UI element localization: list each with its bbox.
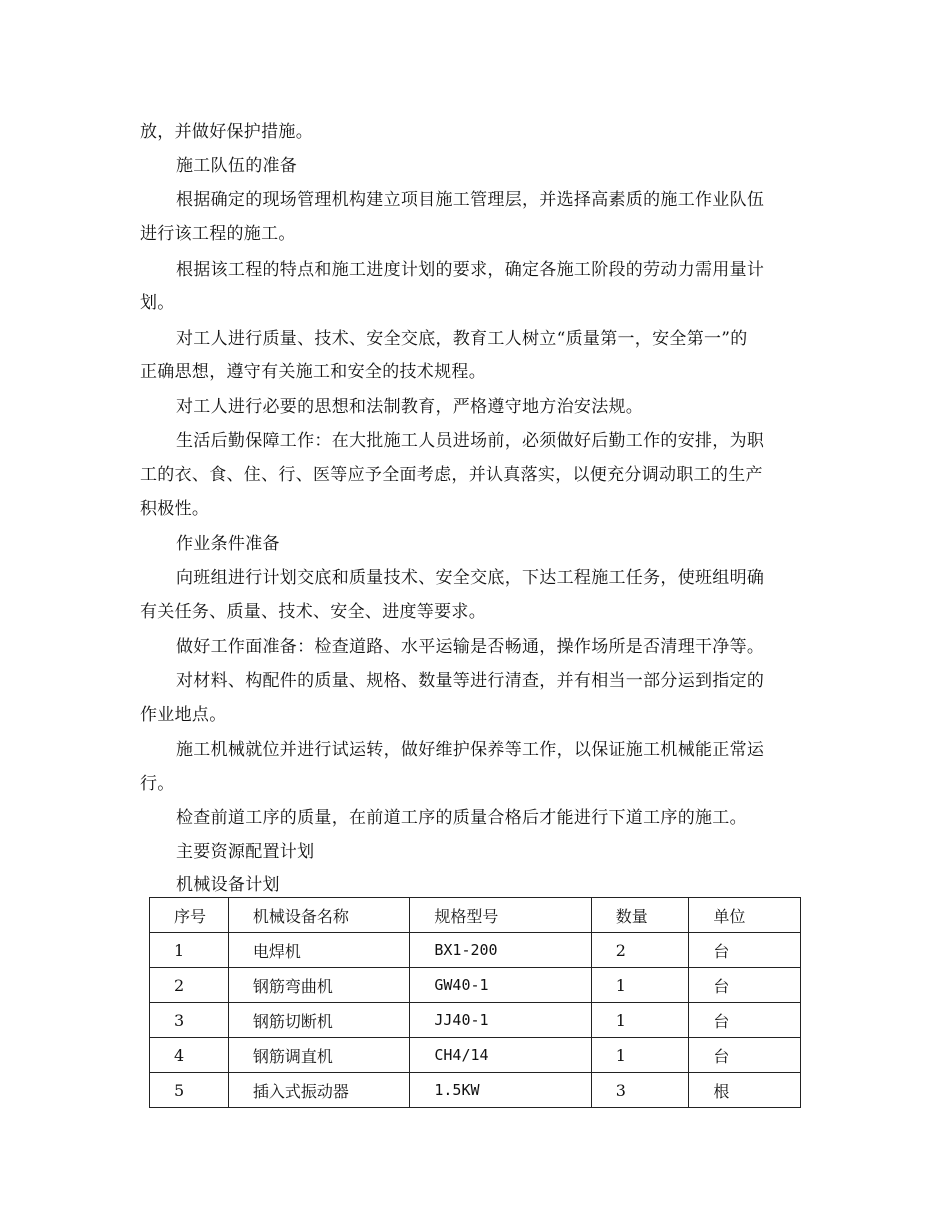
- table-row: [150, 1003, 801, 1038]
- cell-index: 2: [150, 968, 229, 1003]
- table-caption: 机械设备计划: [176, 875, 280, 895]
- header-cell-model: 规格型号: [410, 898, 591, 933]
- cell-unit: 根: [689, 1073, 801, 1108]
- cell-quantity: 2: [591, 933, 689, 968]
- table-row: [150, 1073, 801, 1108]
- paragraph-line: 进行该工程的施工。: [140, 224, 296, 244]
- paragraph-line: 正确思想，遵守有关施工和安全的技术规程。: [140, 362, 486, 382]
- paragraph-line: 工的衣、食、住、行、医等应予全面考虑，并认真落实，以便充分调动职工的生产: [140, 465, 763, 485]
- header-cell-name: 机械设备名称: [228, 898, 410, 933]
- paragraph-line: 根据确定的现场管理机构建立项目施工管理层，并选择高素质的施工作业队伍: [176, 190, 765, 210]
- cell-index: 4: [150, 1038, 229, 1073]
- paragraph-line: 做好工作面准备：检查道路、水平运输是否畅通，操作场所是否清理干净等。: [176, 637, 765, 657]
- paragraph-line: 行。: [140, 774, 175, 794]
- cell-index: 3: [150, 1003, 229, 1038]
- cell-name: 插入式振动器: [228, 1073, 410, 1108]
- equipment-table: [149, 897, 801, 1108]
- cell-model: CH4/14: [410, 1038, 591, 1073]
- cell-index: 1: [150, 933, 229, 968]
- paragraph-line: 生活后勤保障工作：在大批施工人员进场前，必须做好后勤工作的安排，为职: [176, 431, 765, 451]
- paragraph-line: 对工人进行质量、技术、安全交底，教育工人树立“质量第一，安全第一”的: [176, 329, 748, 349]
- header-cell-index: 序号: [150, 898, 229, 933]
- section-heading: 施工队伍的准备: [176, 156, 298, 176]
- cell-model: 1.5KW: [410, 1073, 591, 1108]
- paragraph-line: 对材料、构配件的质量、规格、数量等进行清查，并有相当一部分运到指定的: [176, 671, 765, 691]
- paragraph-line: 根据该工程的特点和施工进度计划的要求，确定各施工阶段的劳动力需用量计: [176, 260, 765, 280]
- paragraph-line: 放，并做好保护措施。: [140, 122, 313, 142]
- cell-model: JJ40-1: [410, 1003, 591, 1038]
- cell-name: 电焊机: [228, 933, 410, 968]
- cell-quantity: 1: [591, 968, 689, 1003]
- cell-unit: 台: [689, 1038, 801, 1073]
- cell-model: GW40-1: [410, 968, 591, 1003]
- cell-unit: 台: [689, 968, 801, 1003]
- cell-quantity: 3: [591, 1073, 689, 1108]
- cell-quantity: 1: [591, 1038, 689, 1073]
- table-row: [150, 1038, 801, 1073]
- table-header-row: [150, 898, 801, 933]
- cell-quantity: 1: [591, 1003, 689, 1038]
- cell-name: 钢筋切断机: [228, 1003, 410, 1038]
- cell-model: BX1-200: [410, 933, 591, 968]
- header-cell-unit: 单位: [689, 898, 801, 933]
- paragraph-line: 施工机械就位并进行试运转，做好维护保养等工作，以保证施工机械能正常运: [176, 740, 765, 760]
- header-cell-quantity: 数量: [591, 898, 689, 933]
- paragraph-line: 有关任务、质量、技术、安全、进度等要求。: [140, 602, 486, 622]
- table-row: [150, 968, 801, 1003]
- cell-unit: 台: [689, 933, 801, 968]
- paragraph-line: 划。: [140, 293, 175, 313]
- paragraph-line: 积极性。: [140, 499, 210, 519]
- paragraph-line: 作业地点。: [140, 705, 227, 725]
- cell-index: 5: [150, 1073, 229, 1108]
- table-row: [150, 933, 801, 968]
- cell-name: 钢筋弯曲机: [228, 968, 410, 1003]
- paragraph-line: 对工人进行必要的思想和法制教育，严格遵守地方治安法规。: [176, 397, 644, 417]
- section-heading: 作业条件准备: [176, 534, 280, 554]
- paragraph-line: 检查前道工序的质量，在前道工序的质量合格后才能进行下道工序的施工。: [176, 808, 747, 828]
- section-heading: 主要资源配置计划: [176, 842, 315, 862]
- cell-unit: 台: [689, 1003, 801, 1038]
- cell-name: 钢筋调直机: [228, 1038, 410, 1073]
- paragraph-line: 向班组进行计划交底和质量技术、安全交底，下达工程施工任务，使班组明确: [176, 568, 765, 588]
